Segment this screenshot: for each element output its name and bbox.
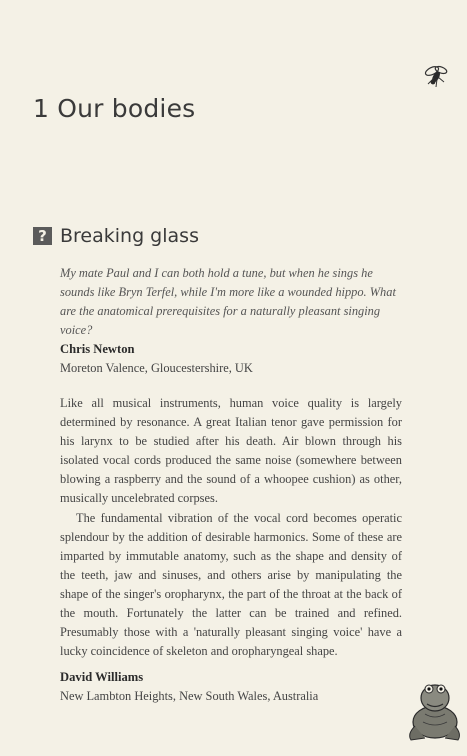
answer-body [60, 394, 402, 661]
frog-illustration [405, 664, 463, 744]
responder-location: New Lambton Heights, New South Wales, Australia [60, 689, 319, 703]
responder-name: David Williams [60, 670, 144, 684]
answer-paragraph: Like all musical instruments, human voice quality is largely determined by resonance. A great Italian tenor gave permission for his larynx to be studied after his death. Air blown through his isolated vocal cords produced the same noise (somewhere between blowing a raspberry and the sound of a whoopee cushion) as other, musically uncelebrated corpses. [60, 396, 402, 506]
question-heading [33, 225, 199, 247]
asker-name: Chris Newton [60, 342, 135, 356]
question-title: Breaking glass [60, 225, 199, 247]
answer-paragraph: The fundamental vibration of the vocal cord becomes operatic splendour by the addition of desirable harmonics. Some of these are imparted by immutable anatomy, such as the shape and density of the teeth, jaw and sinuses, and others arise by manipulating the shape of the singer's oropharynx, the part of the throat at the back of the mouth. Fortunately the latter can be trained and refined. Presumably those with a 'naturally pleasant singing voice' have a lucky coincidence of skeleton and oropharyngeal shape. [60, 510, 402, 659]
asker-location: Moreton Valence, Gloucestershire, UK [60, 361, 253, 375]
question-text: My mate Paul and I can both hold a tune, but when he sings he sounds like Bryn Terfel, while I'm more like a wounded hippo. What are the anatomical prerequisites for a naturally pleasant singing voice? [60, 266, 396, 337]
question-mark-icon: ? [33, 227, 52, 245]
fly-icon [422, 62, 450, 90]
chapter-title: 1 Our bodies [33, 94, 196, 123]
